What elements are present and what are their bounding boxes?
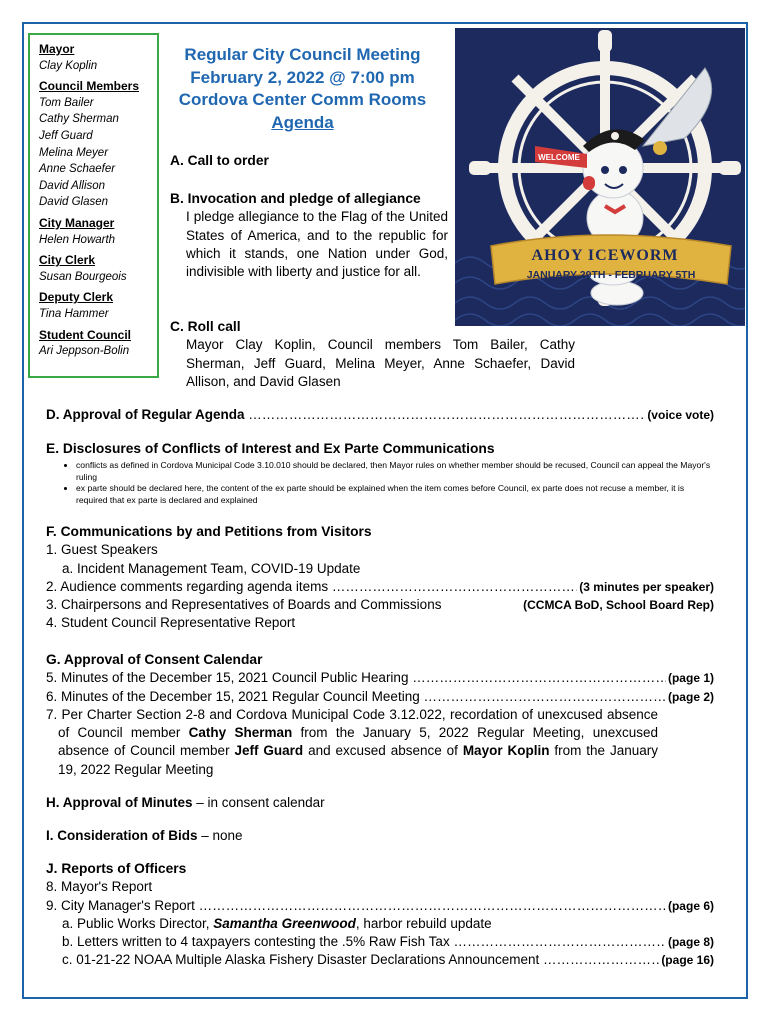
section-heading: A. Call to order [170,153,269,168]
section-b [170,190,448,281]
list-item: • ex parte should be declared here, the content of the ex parte should be explained when the item comes before Council, ex parte does not recuse a member, it is required that ex parte is declared and explained [76,483,714,506]
item-text: a. Public Works Director, [62,915,214,931]
item-text: , harbor rebuild update [355,915,492,931]
agenda-subitem: b. Letters written to 4 taxpayers contesting the .5% Raw Fish Tax ……………………………………………………………………………………………………………………………………………………… [62,933,666,951]
agenda-item: 5. Minutes of the December 15, 2021 Council Public Hearing ……………………………………………………………………………………………………………………………………………………… [46,669,666,687]
roster-person: Ari Jeppson-Bolin [39,345,130,358]
agenda-subitem: a. Incident Management Team, COVID-19 Update [62,560,361,576]
title-location: Cordova Center Comm Rooms [178,90,427,109]
roster-person: David Glasen [39,196,109,209]
roster-person: Helen Howarth [39,233,116,246]
item-text: from the January 5, 2022 Regular Meeting, unexcused absence of Council member [58,725,659,759]
roster-role: Student Council [39,327,131,342]
page-ref: (page 8) [667,935,714,950]
page-ref: (page 2) [667,689,714,704]
pledge-text: I pledge allegiance to the Flag of the United States of America, and to the republic for which it stands, one Nation under God, indivisible with liberty and justice for all. [186,209,448,280]
agenda-item: 8. Mayor's Report [46,879,153,895]
person-name: Samantha Greenwood [213,915,356,931]
section-h [46,794,714,812]
agenda-item: 2. Audience comments regarding agenda items ……………………………………………………………………………………………………………………………………………………… [46,578,577,596]
meeting-title [160,44,445,134]
item-text: and excused absence of [303,743,463,759]
page-ref: (page 6) [667,898,714,913]
roster-person: Anne Schaefer [39,163,116,176]
title-line: Regular City Council Meeting [184,45,421,64]
item-note: (CCMCA BoD, School Board Rep) [523,598,714,613]
agenda-subitem: c. 01-21-22 NOAA Multiple Alaska Fishery Disaster Declarations Announcement ……………………………………………………………………………………………………………………………………………………… [62,951,659,969]
item-text: 7. Per Charter Section 2-8 and Cordova Municipal Code 3.12.022, recordation of unexcused absence of Council member [46,706,658,741]
agenda-subitem [46,915,714,933]
section-i [46,827,714,845]
section-note: – in consent calendar [192,795,325,810]
roster-role: City Clerk [39,253,96,268]
section-g [46,651,714,779]
pennant-text: WELCOME [538,153,580,162]
item-note: (3 minutes per speaker) [579,579,714,594]
section-f [46,523,714,633]
roster-person: Melina Meyer [39,146,109,159]
member-name: Jeff Guard [234,743,304,759]
section-heading: B. Invocation and pledge of allegiance [170,191,421,206]
roster-person: Jeff Guard [39,129,93,142]
section-heading: J. Reports of Officers [46,861,187,876]
section-heading: H. Approval of Minutes [46,795,193,810]
roll-call-text: Mayor Clay Koplin, Council members Tom Bailer, Cathy Sherman, Jeff Guard, Melina Meyer, Anne Schaefer, David Allison, and David Glasen [186,337,575,389]
roster-role: Mayor [39,42,75,56]
roster-person: Clay Koplin [39,59,98,72]
section-heading: G. Approval of Consent Calendar [46,652,263,667]
section-j [46,860,714,970]
roster-person: Susan Bourgeois [39,270,127,283]
iceworm-poster [455,28,745,326]
section-heading: I. Consideration of Bids [46,828,198,843]
page-ref: (page 16) [661,953,714,968]
section-heading: C. Roll call [170,319,241,334]
poster-headline: AHOY ICEWORM [531,247,679,264]
section-heading: F. Communications by and Petitions from Visitors [46,524,372,539]
agenda-item: 4. Student Council Representative Report [46,615,296,631]
section-heading: E. Disclosures of Conflicts of Interest and Ex Parte Communications [46,441,495,456]
title-agenda: Agenda [271,112,334,132]
agenda-item: 1. Guest Speakers [46,542,158,558]
roster-person: Tom Bailer [39,96,94,109]
agenda-item: 6. Minutes of the December 15, 2021 Regular Council Meeting ……………………………………………………………………………………………………………………………………………………… [46,688,666,706]
roster-role: Council Members [39,79,140,94]
section-note: – none [197,828,243,843]
poster-dates: JANUARY 29TH - FEBRUARY 5TH [526,269,696,281]
section-d [46,406,714,424]
page-ref: (page 1) [667,671,714,686]
roster-role: Deputy Clerk [39,290,114,305]
section-heading: D. Approval of Regular Agenda [46,407,245,422]
disclosure-list [46,460,714,506]
agenda-item-7 [46,706,714,779]
section-a [170,152,450,170]
agenda-item: 9. City Manager's Report ……………………………………………………………………………………………………………………………………………………… [46,897,666,915]
roster-person: Tina Hammer [39,307,109,320]
roster-role: City Manager [39,215,115,230]
agenda-item: 3. Chairpersons and Representatives of Boards and Commissions [46,597,442,613]
item-note: (voice vote) [647,408,714,422]
section-e [46,440,714,506]
roster-person: Cathy Sherman [39,113,119,126]
roster-box [28,33,159,378]
member-name: Cathy Sherman [188,725,293,741]
member-name: Mayor Koplin [462,743,550,759]
list-item: • conflicts as defined in Cordova Municipal Code 3.10.010 should be declared, then Mayor rules on whether member should be recused, Council can appeal the Mayor's ruling [76,460,714,483]
title-date: February 2, 2022 @ 7:00 pm [190,67,415,87]
item-text: from the January 19, 2022 Regular Meeting [58,743,659,777]
section-c [170,318,575,391]
roster-person: David Allison [39,179,106,192]
